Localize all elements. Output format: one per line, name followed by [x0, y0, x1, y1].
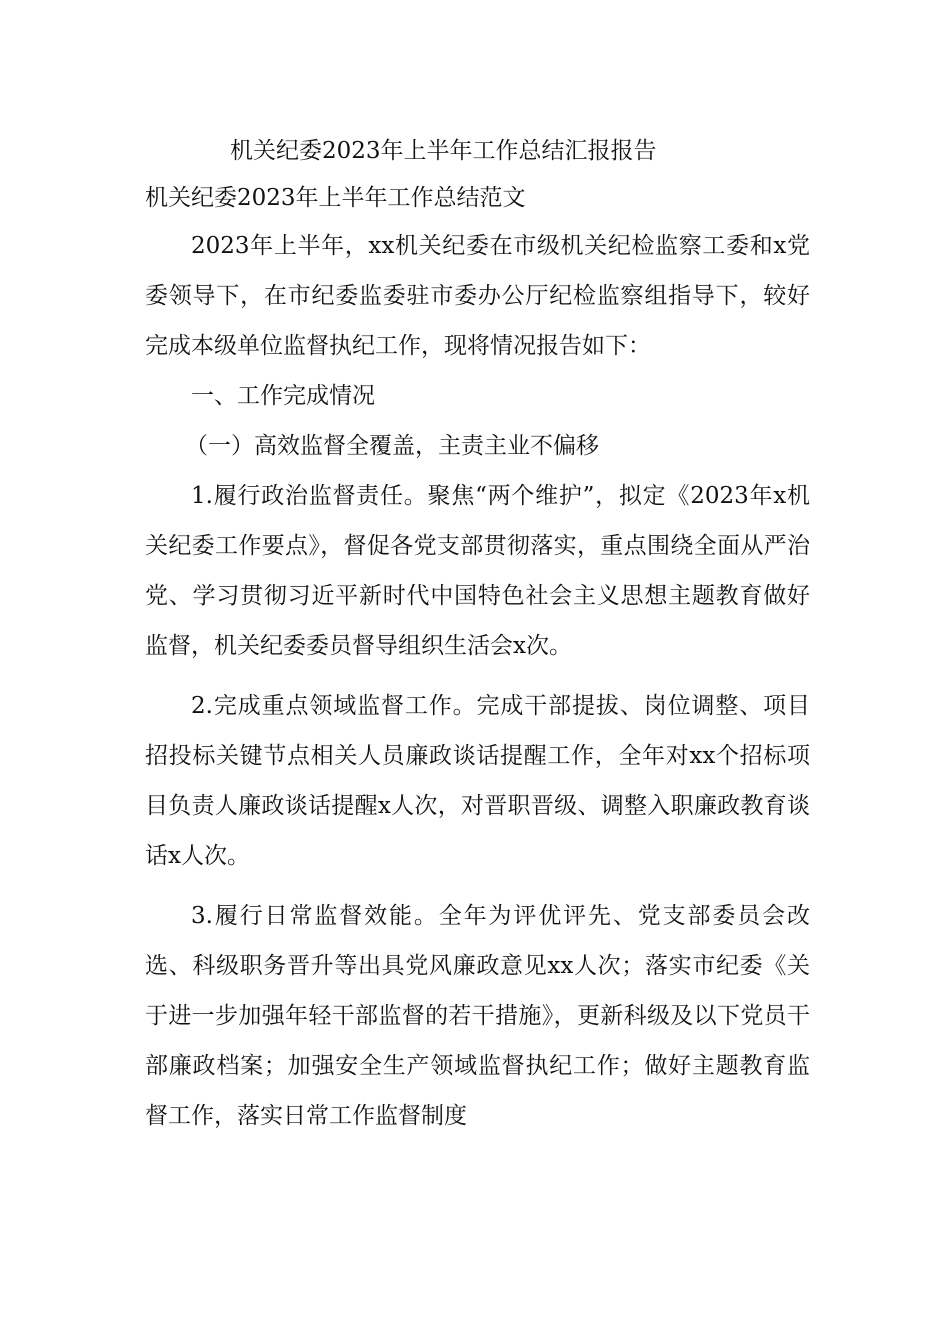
document-title: 机关纪委2023年上半年工作总结汇报报告 — [230, 138, 657, 164]
paragraph-spacer — [145, 881, 810, 891]
item-paragraph-1: 1.履行政治监督责任。聚焦“两个维护”，拟定《2023年x机关纪委工作要点》，督促各党支部贯彻落实，重点围绕全面从严治党、学习贯彻习近平新时代中国特色社会主义思想主题教育做好监督，机关纪委委员督导组织生活会x次。 — [145, 483, 810, 659]
document-body — [145, 126, 810, 1141]
item-paragraph-2: 2.完成重点领域监督工作。完成干部提拔、岗位调整、项目招投标关键节点相关人员廉政谈话提醒工作，全年对xx个招标项目负责人廉政谈话提醒x人次，对晋职晋级、调整入职廉政教育谈话x人次。 — [145, 693, 810, 869]
intro-paragraph: 2023年上半年，xx机关纪委在市级机关纪检监察工委和x党委领导下，在市纪委监委驻市委办公厅纪检监察组指导下，较好完成本级单位监督执纪工作，现将情况报告如下： — [145, 233, 810, 359]
section-heading-1: 一、工作完成情况 — [191, 383, 375, 409]
subsection-heading-1: （一）高效监督全覆盖，主责主业不偏移 — [185, 433, 599, 459]
paragraph-spacer — [145, 671, 810, 681]
item-paragraph-3: 3.履行日常监督效能。全年为评优评先、党支部委员会改选、科级职务晋升等出具党风廉政意见xx人次；落实市纪委《关于进一步加强年轻干部监督的若干措施》，更新科级及以下党员干部廉政档案；加强安全生产领域监督执纪工作；做好主题教育监督工作，落实日常工作监督制度 — [145, 903, 810, 1129]
document-subtitle: 机关纪委2023年上半年工作总结范文 — [145, 185, 526, 211]
